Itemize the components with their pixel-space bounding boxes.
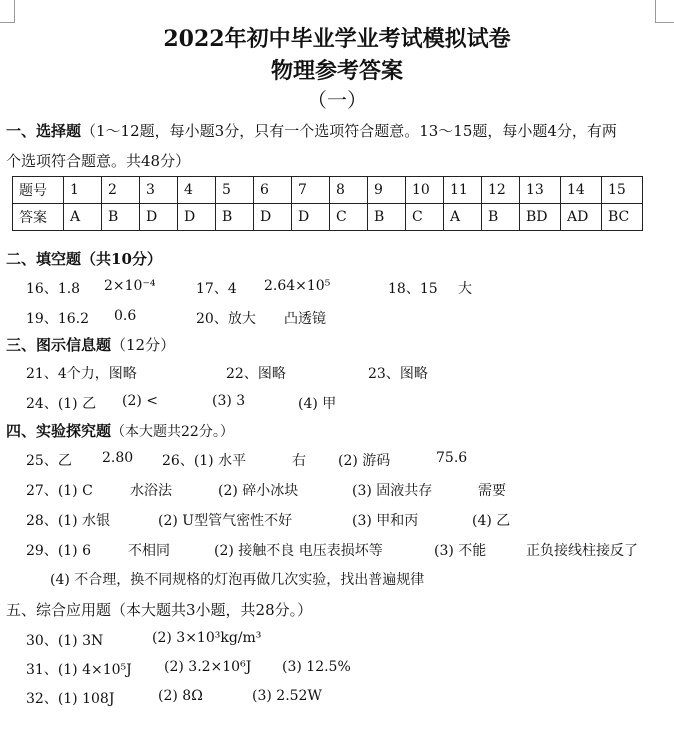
section-5-heading: 五、综合应用题（本大题共3小题，共28分。） — [6, 601, 313, 619]
table-cell: 12 — [482, 177, 520, 204]
answer-19b: 0.6 — [114, 308, 137, 324]
table-cell: C — [330, 204, 368, 231]
section-1-title: 一、选择题 — [6, 122, 82, 140]
answer-26b: 右 — [292, 453, 306, 469]
answer-32a: 32、(1) 108J — [26, 691, 115, 707]
section-1-heading — [6, 120, 617, 141]
table-cell: 3 — [140, 177, 178, 204]
answer-27a: 27、(1) C — [26, 483, 93, 499]
answer-20a: 20、放大 — [196, 311, 256, 327]
answer-28c: (3) 甲和丙 — [352, 513, 419, 529]
answer-29a: 29、(1) 6 — [26, 543, 92, 559]
answer-31c: (3) 12.5% — [282, 659, 351, 675]
section-4-heading — [6, 420, 234, 441]
table-cell: D — [178, 204, 216, 231]
answer-24d: (4) 甲 — [298, 396, 337, 412]
table-cell: 13 — [520, 177, 561, 204]
table-cell: A — [444, 204, 482, 231]
document-number: （一） — [307, 88, 367, 112]
table-cell: B — [216, 204, 254, 231]
answer-31a: 31、(1) 4×10⁵J — [26, 662, 132, 678]
table-cell: B — [102, 204, 140, 231]
answer-16a: 16、1.8 — [26, 281, 81, 297]
table-cell: 11 — [444, 177, 482, 204]
answer-25a: 25、乙 — [26, 453, 72, 469]
section-4-desc: （本大题共22分。） — [111, 424, 234, 440]
table-cell: 2 — [102, 177, 140, 204]
table-cell: D — [292, 204, 330, 231]
answer-32c: (3) 2.52W — [252, 688, 322, 704]
answer-27d: (3) 固液共存 — [352, 483, 433, 499]
section-1-desc-cont: 个选项符合题意。共48分） — [6, 152, 191, 170]
answer-29b: 不相同 — [128, 543, 170, 559]
answer-28a: 28、(1) 水银 — [26, 513, 111, 529]
answer-29c: (2) 接触不良 电压表损坏等 — [214, 543, 383, 559]
table-row-label: 题号 — [13, 177, 64, 204]
document-subtitle: 物理参考答案 — [270, 58, 403, 84]
table-cell: D — [254, 204, 292, 231]
table-cell: BC — [602, 204, 643, 231]
answer-26a: 26、(1) 水平 — [162, 453, 247, 469]
table-cell: D — [140, 204, 178, 231]
answer-26d: 75.6 — [436, 450, 468, 466]
section-3-desc: （12分） — [111, 336, 176, 354]
answer-28d: (4) 乙 — [472, 513, 511, 529]
table-cell: 14 — [561, 177, 602, 204]
answer-23: 23、图略 — [368, 366, 428, 382]
section-3-title: 三、图示信息题 — [6, 336, 112, 354]
section-4-title: 四、实验探究题 — [6, 422, 112, 440]
section-1-desc: （1～12题，每小题3分，只有一个选项符合题意。13～15题，每小题4分，有两 — [81, 122, 617, 140]
answer-30b: (2) 3×10³kg/m³ — [152, 630, 262, 646]
section-3-heading — [6, 334, 175, 355]
table-row-label: 答案 — [13, 204, 64, 231]
answer-25b: 2.80 — [102, 450, 134, 466]
table-cell: AD — [561, 204, 602, 231]
answer-32b: (2) 8Ω — [158, 688, 203, 704]
answer-29d: (3) 不能 — [434, 543, 487, 559]
answer-28b: (2) U型管气密性不好 — [158, 513, 293, 529]
answer-30a: 30、(1) 3N — [26, 633, 104, 649]
answer-table — [12, 176, 643, 231]
table-cell: B — [482, 204, 520, 231]
answer-24c: (3) 3 — [212, 393, 246, 409]
table-row-numbers — [13, 177, 643, 204]
table-cell: A — [64, 204, 102, 231]
answer-16b: 2×10⁻⁴ — [104, 278, 156, 294]
answer-31b: (2) 3.2×10⁶J — [164, 659, 252, 675]
answer-26c: (2) 游码 — [338, 453, 391, 469]
document-title: 2022年初中毕业学业考试模拟试卷 — [163, 26, 511, 52]
table-cell: 9 — [368, 177, 406, 204]
table-cell: 8 — [330, 177, 368, 204]
table-cell: 5 — [216, 177, 254, 204]
table-cell: BD — [520, 204, 561, 231]
table-cell: 10 — [406, 177, 444, 204]
page-corner-mark-right — [655, 0, 674, 23]
answer-27e: 需要 — [478, 483, 506, 499]
answer-29f: (4) 不合理，换不同规格的灯泡再做几次实验，找出普遍规律 — [50, 572, 425, 588]
table-cell: 1 — [64, 177, 102, 204]
table-cell: 4 — [178, 177, 216, 204]
page-corner-mark-left — [0, 0, 15, 23]
answer-24b: (2) < — [122, 393, 159, 409]
answer-27b: 水浴法 — [130, 483, 172, 499]
answer-20b: 凸透镜 — [284, 311, 326, 327]
table-cell: 7 — [292, 177, 330, 204]
table-row-answers — [13, 204, 643, 231]
answer-17a: 17、4 — [196, 281, 237, 297]
table-cell: B — [368, 204, 406, 231]
answer-27c: (2) 碎小冰块 — [218, 483, 299, 499]
answer-18b: 大 — [458, 281, 472, 297]
answer-17b: 2.64×10⁵ — [264, 278, 331, 294]
section-2-heading: 二、填空题（共10分） — [6, 250, 162, 268]
answer-24a: 24、(1) 乙 — [26, 396, 97, 412]
table-cell: 15 — [602, 177, 643, 204]
answer-22: 22、图略 — [226, 366, 286, 382]
table-cell: 6 — [254, 177, 292, 204]
answer-21: 21、4个力，图略 — [26, 366, 137, 382]
answer-19a: 19、16.2 — [26, 311, 89, 327]
table-cell: C — [406, 204, 444, 231]
answer-29e: 正负接线柱接反了 — [526, 543, 638, 559]
answer-18a: 18、15 — [388, 281, 438, 297]
